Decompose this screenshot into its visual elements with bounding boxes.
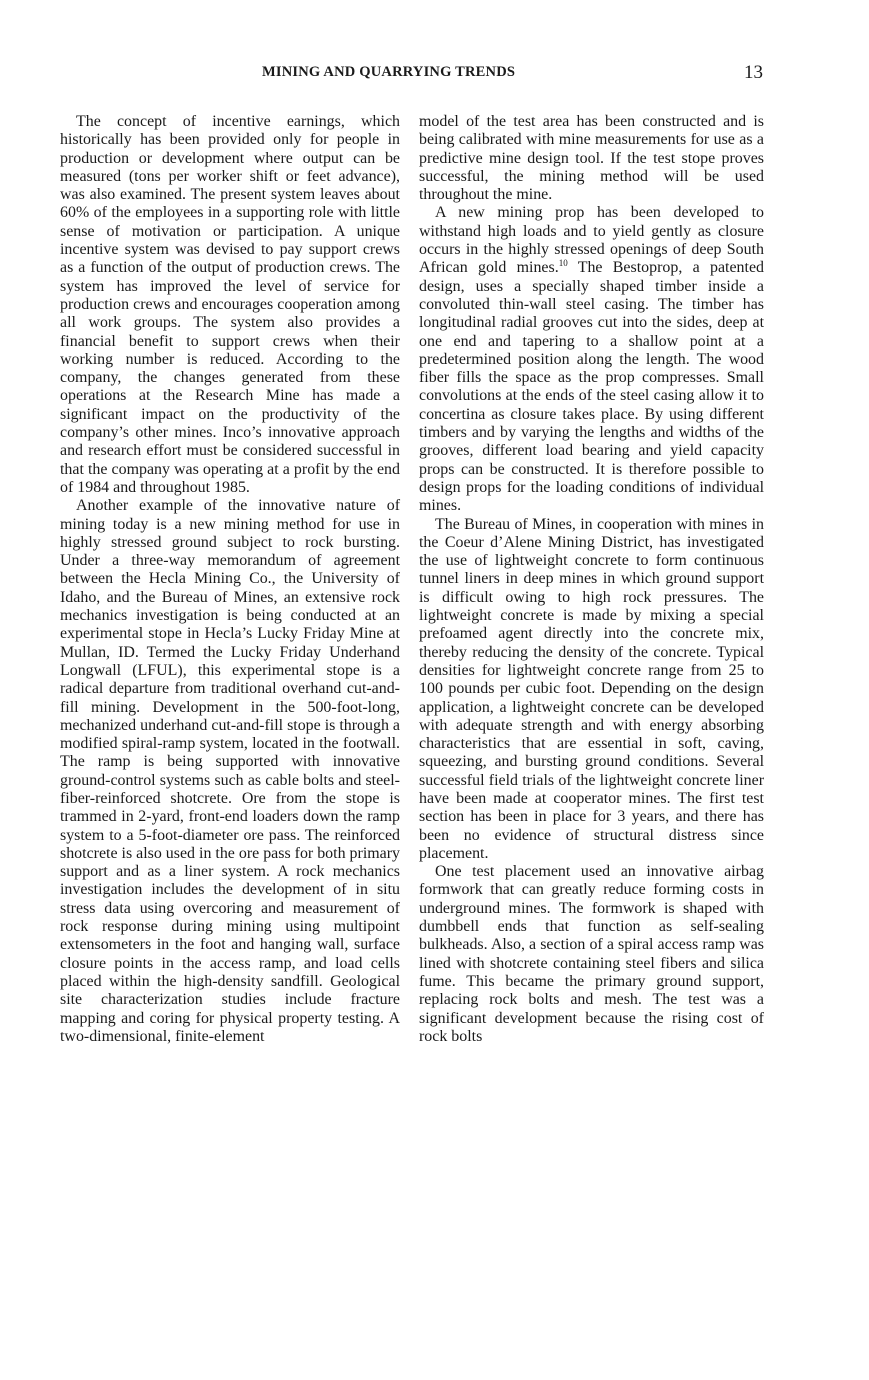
page-header — [0, 64, 869, 88]
running-title: MINING AND QUARRYING TRENDS — [262, 64, 516, 80]
mining-prop-text-a: A new mining prop has been developed to withstand high loads and to yield gently as closure occurs in the highly stressed openings of deep South African gold mines. — [419, 204, 764, 277]
page-number: 13 — [744, 62, 763, 83]
paragraph-finite-element-continued: model of the test area has been constructed and is being calibrated with mine measurements for use as a predictive mine design tool. If the test stope proves successful, the mining method will be used throughout the mine. — [419, 113, 764, 204]
paragraph-airbag-formwork: One test placement used an innovative airbag formwork that can greatly reduce forming costs in underground mines. The formwork is shaped with dumbbell ends that function as self-sealing bulkheads. Also, a section of a spiral access ramp was lined with shotcrete containing steel fibers and silica fume. This became the primary ground support, replacing rock bolts and mesh. The test was a significant development because the rising cost of rock bolts — [419, 863, 764, 1045]
paragraph-underhand-longwall: Another example of the innovative nature of mining today is a new mining method for use in highly stressed ground subject to rock bursting. Under a three-way memorandum of agreement between the Hecla Mining Co., the University of Idaho, and the Bureau of Mines, an extensive rock mechanics investigation is being conducted at an experimental stope in Hecla’s Lucky Friday Mine at Mullan, ID. Termed the Lucky Friday Underhand Longwall (LFUL), this experimental stope is a radical departure from traditional overhand cut-and-fill mining. Development in the 500-foot-long, mechanized underhand cut-and-fill stope is through a modified spiral-ramp system, located in the footwall. The ramp is being supported with innovative ground-control systems such as cable bolts and steel-fiber-reinforced shotcrete. Ore from the stope is trammed in 2-yard, front-end loaders down the ramp system to a 5-foot-diameter ore pass. The reinforced shotcrete is also used in the ore pass for both primary support and as a liner system. A rock mechanics investigation includes the development of in situ stress data using overcoring and measurement of rock response during mining using multipoint extensometers in the foot and hanging wall, surface closure points in the access ramp, and load cells placed within the high-density sandfill. Geological site characterization studies include fracture mapping and coring for physical property testing. A two-dimensional, finite-element — [60, 497, 400, 1045]
right-column — [419, 113, 764, 1046]
paragraph-mining-prop — [419, 204, 764, 515]
mining-prop-text-b: The Bestoprop, a patented design, uses a specially shaped timber inside a convoluted thin-wall steel casing. The timber has longitudinal radial grooves cut into the sides, deep at one end and tapering to a shallow point at a predetermined position along the length. The wood fiber fills the space as the prop compresses. Small convolutions at the ends of the steel casing allow it to concertina as closure takes place. By using different timbers and by varying the lengths and widths of the grooves, different load bearing and yield capacity props can be constructed. It is therefore possible to design props for the loading conditions of individual mines. — [419, 259, 764, 515]
paragraph-incentive-earnings: The concept of incentive earnings, which historically has been provided only for people in production or development where output can be measured (tons per worker shift or feet advance), was also examined. The present system leaves about 60% of the employees in a supporting role with little sense of motivation or participation. A unique incentive system was devised to pay support crews as a function of the output of production crews. The system has improved the level of service for production crews and encourages cooperation among all work groups. The system also provides a financial benefit to support crews when their working number is reduced. According to the company, the changes generated from these operations at the Research Mine has made a significant impact on the productivity of the company’s other mines. Inco’s innovative approach and research effort must be considered successful in that the company was operating at a profit by the end of 1984 and throughout 1985. — [60, 113, 400, 496]
footnote-reference: 10 — [558, 258, 568, 269]
left-column — [60, 113, 400, 1046]
paragraph-lightweight-concrete: The Bureau of Mines, in cooperation with mines in the Coeur d’Alene Mining District, has investigated the use of lightweight concrete to form continuous tunnel liners in deep mines in which ground support is difficult owing to high rock pressures. The lightweight concrete is made by mixing a special prefoamed agent directly into the concrete mix, thereby reducing the density of the concrete. Typical densities for lightweight concrete range from 25 to 100 pounds per cubic foot. Depending on the design application, a lightweight concrete can be developed with adequate strength and with energy absorbing characteristics that are essential in soft, caving, squeezing, and bursting ground conditions. Several successful field trials of the lightweight concrete liner have been made at cooperator mines. The first test section has been in place for 3 years, and there has been no evidence of structural distress since placement. — [419, 515, 764, 862]
